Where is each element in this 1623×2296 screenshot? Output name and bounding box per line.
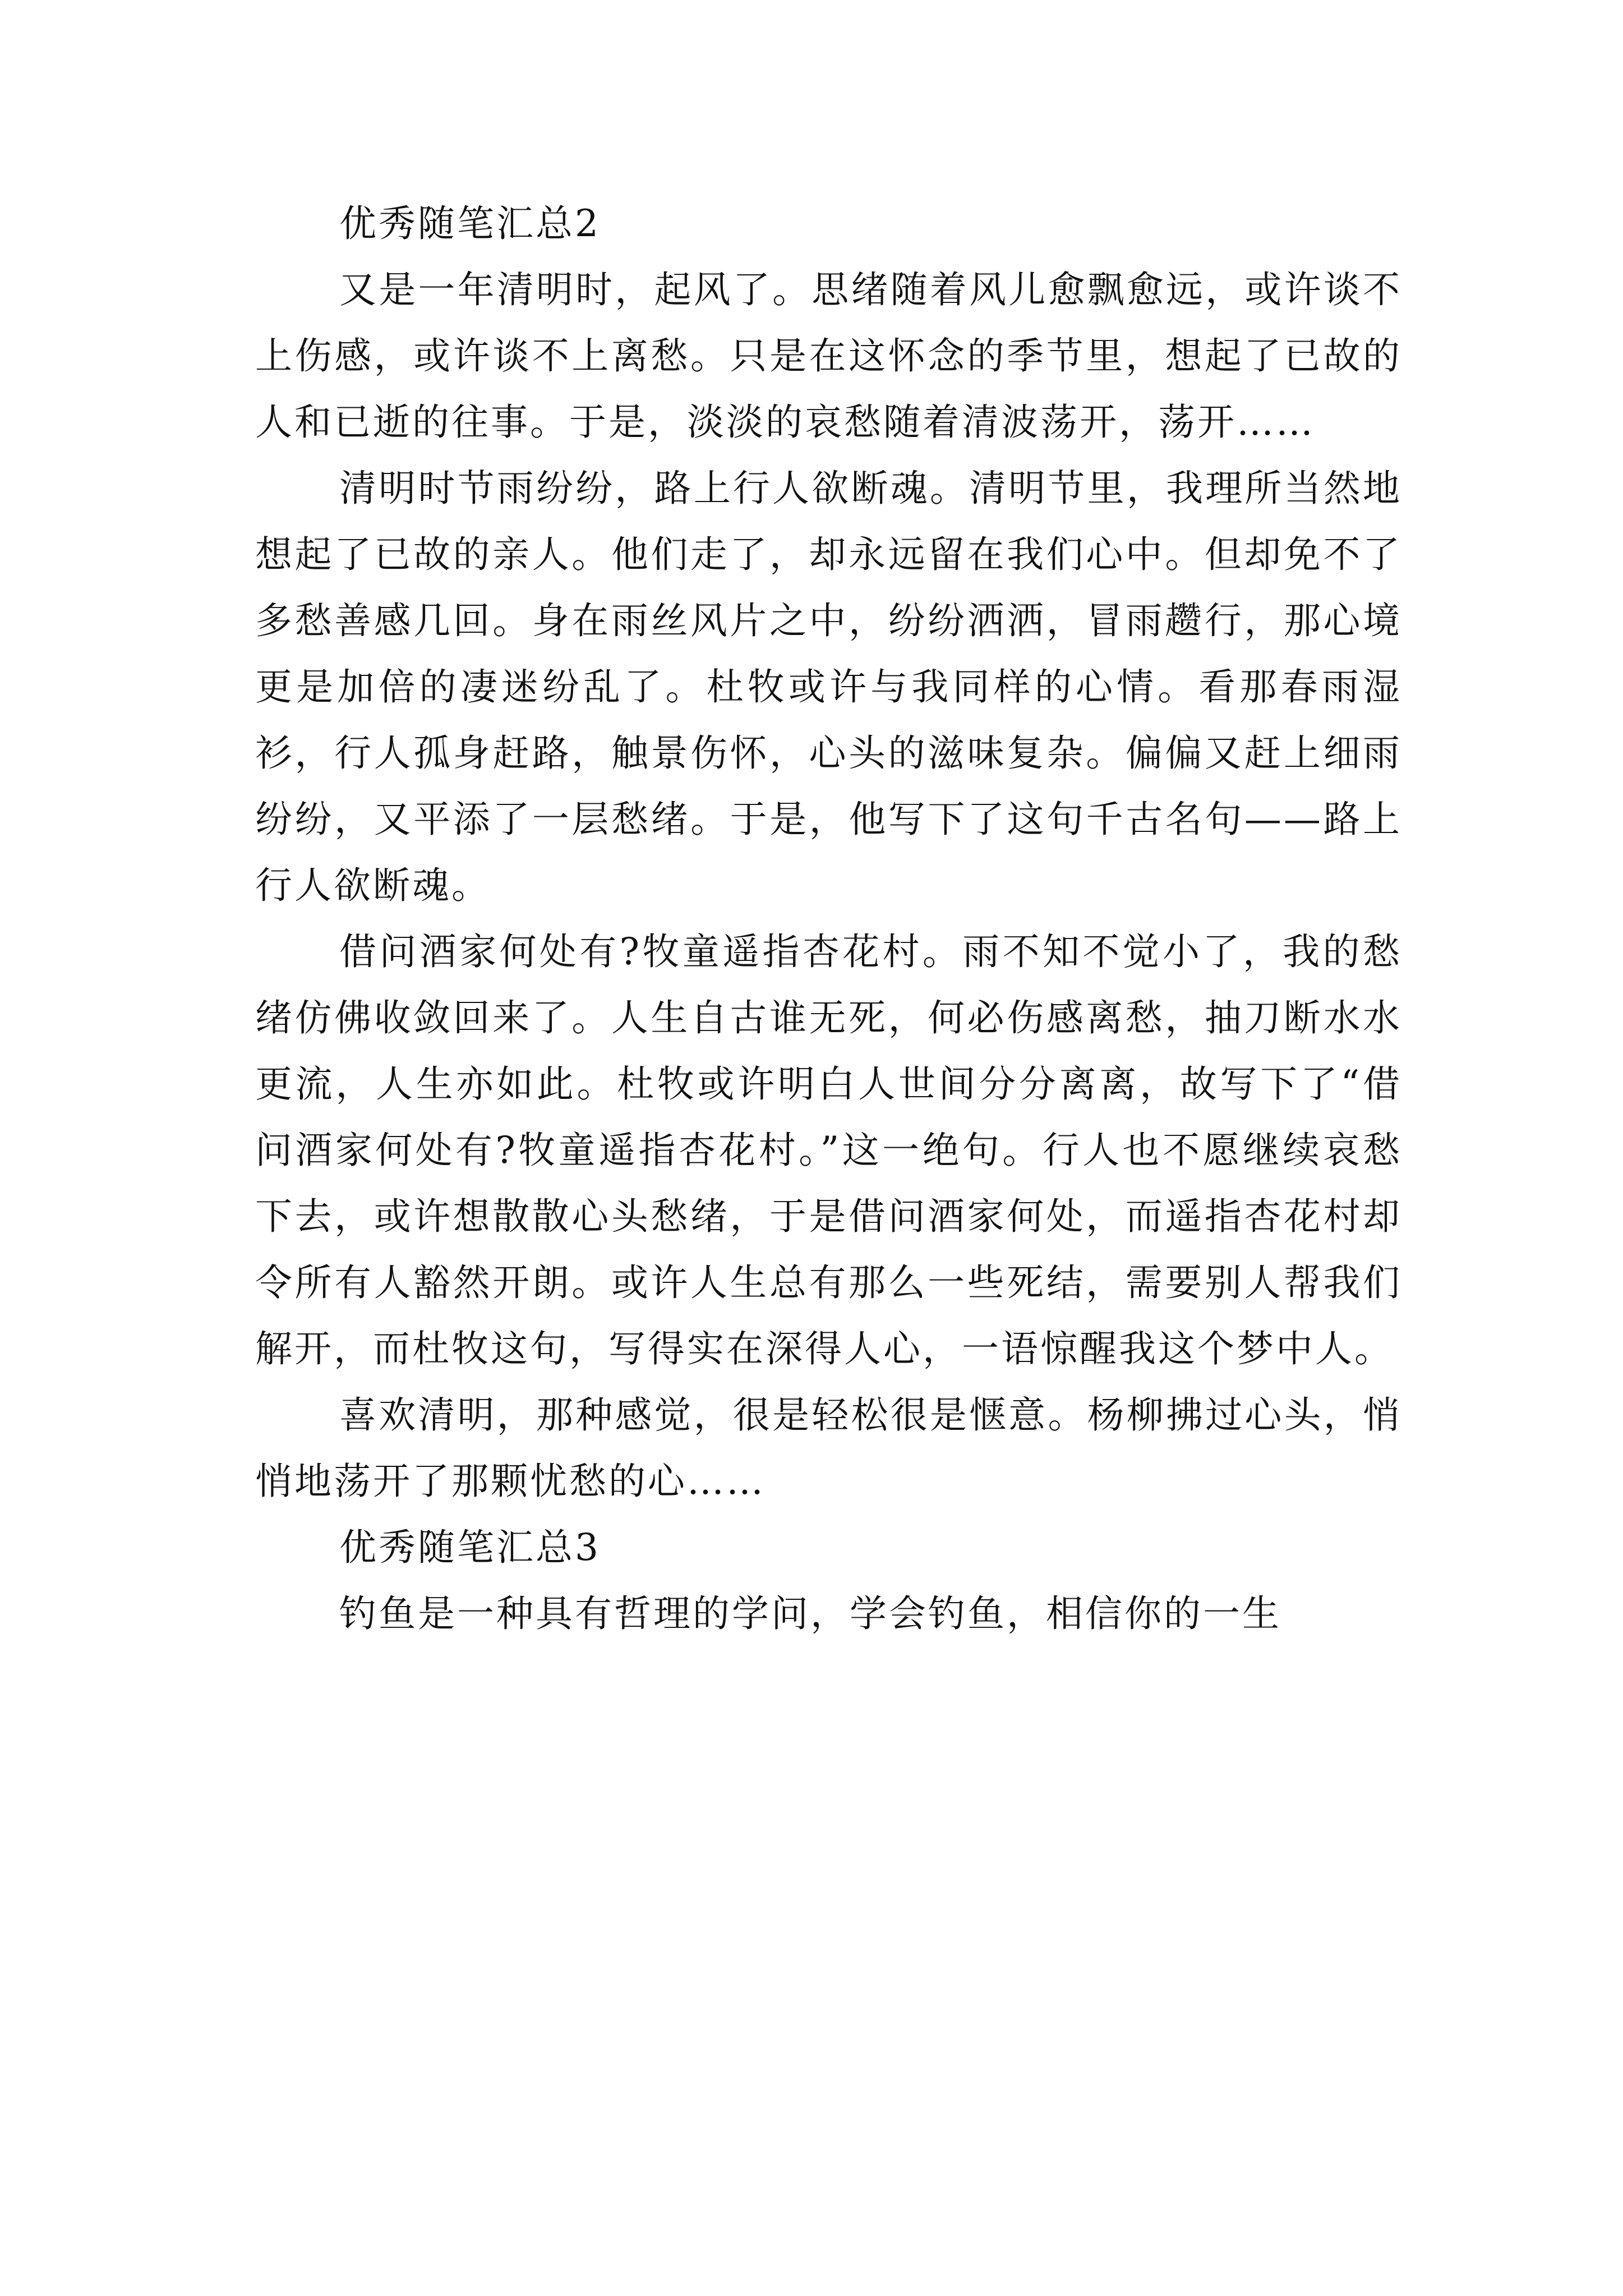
- section-heading: 优秀随笔汇总2: [339, 202, 601, 245]
- paragraph: 又是一年清明时，起风了。思绪随着风儿愈飘愈远，或许谈不上伤感，或许谈不上离愁。只是在这怀念的季节里，想起了已故的人和已逝的往事。于是，淡淡的哀愁随着清波荡开，荡开……: [255, 268, 1402, 444]
- section-heading: 优秀随笔汇总3: [339, 1526, 601, 1569]
- paragraph: 借问酒家何处有?牧童遥指杏花村。雨不知不觉小了，我的愁绪仿佛收敛回来了。人生自古谁无死，何必伤感离愁，抽刀断水水更流，人生亦如此。杜牧或许明白人世间分分离离，故写下了“借问酒家何处有?牧童遥指杏花村。”这一绝句。行人也不愿继续哀愁下去，或许想散散心头愁绪，于是借问酒家何处，而遥指杏花村却令所有人豁然开朗。或许人生总有那么一些死结，需要别人帮我们解开，而杜牧这句，写得实在深得人心，一语惊醒我这个梦中人。: [255, 930, 1402, 1370]
- document-body: [255, 191, 1402, 1647]
- paragraph: 喜欢清明，那种感觉，很是轻松很是惬意。杨柳拂过心头，悄悄地荡开了那颗忧愁的心……: [255, 1393, 1402, 1503]
- paragraph: 清明时节雨纷纷，路上行人欲断魂。清明节里，我理所当然地想起了已故的亲人。他们走了，却永远留在我们心中。但却免不了多愁善感几回。身在雨丝风片之中，纷纷洒洒，冒雨趱行，那心境更是加倍的凄迷纷乱了。杜牧或许与我同样的心情。看那春雨湿衫，行人孤身赶路，触景伤怀，心头的滋味复杂。偏偏又赶上细雨纷纷，又平添了一层愁绪。于是，他写下了这句千古名句——路上行人欲断魂。: [255, 467, 1402, 907]
- paragraph: 钓鱼是一种具有哲理的学问，学会钓鱼，相信你的一生: [339, 1592, 1281, 1635]
